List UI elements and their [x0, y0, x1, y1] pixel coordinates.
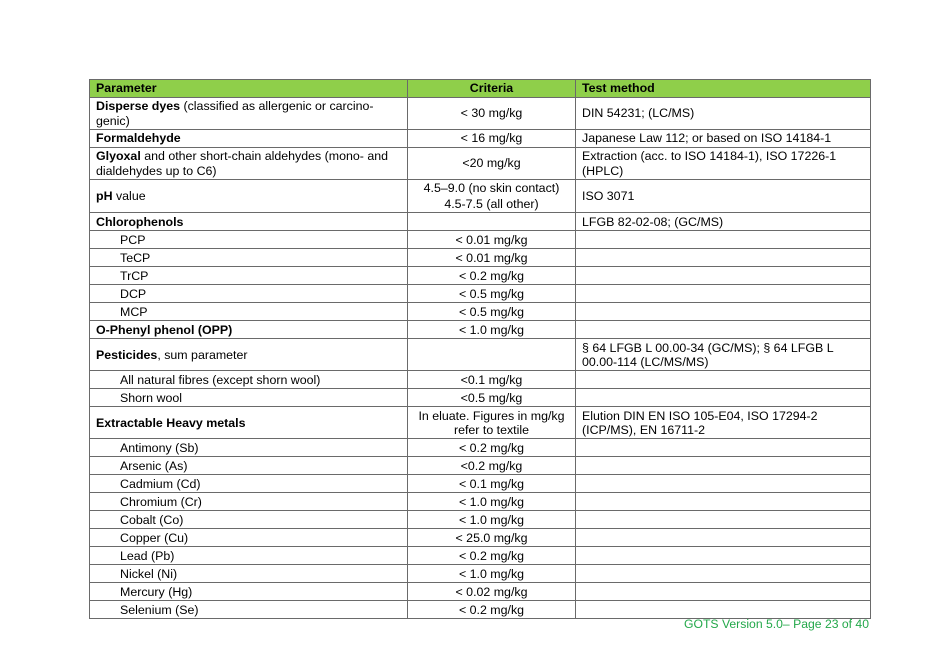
- table-row: [90, 249, 871, 267]
- parameter-name: Disperse dyes: [96, 99, 181, 114]
- parameter-cell: [90, 148, 408, 180]
- table-row: [90, 529, 871, 547]
- page-footer: GOTS Version 5.0– Page 23 of 40: [684, 617, 869, 631]
- parameter-name: Chlorophenols: [96, 214, 184, 229]
- criteria-value: <0.5 mg/kg: [460, 390, 523, 405]
- table-row: [90, 321, 871, 339]
- criteria-cell: [408, 371, 576, 389]
- criteria-cell: [408, 213, 576, 231]
- table-row: [90, 231, 871, 249]
- criteria-cell: [408, 511, 576, 529]
- test-method-cell: [576, 457, 871, 475]
- criteria-cell: [408, 475, 576, 493]
- table-row: [90, 148, 871, 180]
- parameter-cell: [90, 389, 408, 407]
- parameter-cell: [90, 285, 408, 303]
- test-method-cell: DIN 54231; (LC/MS): [576, 98, 871, 130]
- requirements-table: [89, 79, 871, 619]
- test-method-cell: [576, 547, 871, 565]
- parameter-name: pH: [96, 189, 113, 204]
- parameter-cell: [90, 511, 408, 529]
- parameter-detail: All natural fibres (except shorn wool): [120, 372, 321, 387]
- table-row: [90, 439, 871, 457]
- parameter-detail: TeCP: [120, 250, 151, 265]
- table-row: [90, 583, 871, 601]
- parameter-detail: DCP: [120, 286, 147, 301]
- table-row: [90, 475, 871, 493]
- criteria-cell: [408, 303, 576, 321]
- parameter-cell: [90, 339, 408, 371]
- criteria-cell: [408, 583, 576, 601]
- criteria-value: < 0.2 mg/kg: [458, 602, 525, 617]
- test-method-cell: § 64 LFGB L 00.00-34 (GC/MS); § 64 LFGB L 00.00-114 (LC/MS/MS): [576, 339, 871, 371]
- criteria-cell: [408, 407, 576, 439]
- parameter-name: O-Phenyl phenol (OPP): [96, 322, 233, 337]
- parameter-detail: TrCP: [120, 268, 149, 283]
- parameter-detail: Chromium (Cr): [120, 494, 202, 509]
- parameter-name: Formaldehyde: [96, 131, 181, 146]
- test-method-cell: [576, 371, 871, 389]
- test-method-cell: [576, 529, 871, 547]
- parameter-cell: [90, 439, 408, 457]
- criteria-cell: [408, 249, 576, 267]
- table-row: [90, 285, 871, 303]
- parameter-detail: Copper (Cu): [120, 530, 189, 545]
- parameter-cell: [90, 98, 408, 130]
- test-method-cell: Extraction (acc. to ISO 14184-1), ISO 17226-1 (HPLC): [576, 148, 871, 180]
- parameter-name: Extractable Heavy metals: [96, 415, 246, 430]
- parameter-detail: and other short-chain aldehydes (mono- and dialdehydes up to C6): [96, 149, 389, 178]
- test-method-cell: ISO 3071: [576, 180, 871, 213]
- test-method-cell: [576, 249, 871, 267]
- criteria-value: <20 mg/kg: [462, 156, 521, 171]
- parameter-cell: [90, 407, 408, 439]
- criteria-cell: [408, 601, 576, 619]
- test-method-cell: [576, 565, 871, 583]
- criteria-cell: [408, 389, 576, 407]
- parameter-cell: [90, 475, 408, 493]
- parameter-cell: [90, 583, 408, 601]
- criteria-cell: [408, 321, 576, 339]
- parameter-cell: [90, 249, 408, 267]
- parameter-cell: [90, 130, 408, 148]
- criteria-cell: [408, 547, 576, 565]
- criteria-cell: [408, 529, 576, 547]
- table-row: [90, 407, 871, 439]
- test-method-cell: [576, 583, 871, 601]
- criteria-value: < 0.5 mg/kg: [458, 304, 525, 319]
- table-row: [90, 493, 871, 511]
- criteria-value: < 0.02 mg/kg: [455, 584, 528, 599]
- criteria-value: < 30 mg/kg: [460, 106, 523, 121]
- criteria-cell: [408, 231, 576, 249]
- criteria-value: < 16 mg/kg: [460, 131, 523, 146]
- parameter-detail: value: [112, 189, 146, 204]
- header-test-method: Test method: [576, 80, 871, 98]
- parameter-detail: Mercury (Hg): [120, 584, 193, 599]
- test-method-cell: Elution DIN EN ISO 105-E04, ISO 17294-2 (ICP/MS), EN 16711-2: [576, 407, 871, 439]
- parameter-cell: [90, 321, 408, 339]
- table-row: [90, 303, 871, 321]
- table-row: [90, 565, 871, 583]
- parameter-name: Pesticides: [96, 347, 158, 362]
- criteria-value: < 0.1 mg/kg: [458, 476, 525, 491]
- criteria-cell: [408, 267, 576, 285]
- criteria-value-secondary: 4.5-7.5 (all other): [444, 197, 539, 212]
- test-method-cell: [576, 439, 871, 457]
- test-method-cell: [576, 475, 871, 493]
- criteria-value: <0.2 mg/kg: [460, 458, 523, 473]
- test-method-cell: [576, 321, 871, 339]
- test-method-cell: Japanese Law 112; or based on ISO 14184-1: [576, 130, 871, 148]
- criteria-value: < 0.01 mg/kg: [455, 232, 528, 247]
- header-criteria: Criteria: [408, 80, 576, 98]
- criteria-value: < 1.0 mg/kg: [458, 512, 525, 527]
- table-row: [90, 457, 871, 475]
- criteria-cell: [408, 493, 576, 511]
- parameter-cell: [90, 231, 408, 249]
- criteria-cell: [408, 339, 576, 371]
- table-row: [90, 389, 871, 407]
- parameter-cell: [90, 213, 408, 231]
- test-method-cell: [576, 285, 871, 303]
- test-method-cell: [576, 231, 871, 249]
- criteria-value: < 1.0 mg/kg: [458, 322, 525, 337]
- table-row: [90, 267, 871, 285]
- parameter-cell: [90, 180, 408, 213]
- parameter-detail: , sum parameter: [157, 347, 248, 362]
- parameter-detail: Cobalt (Co): [120, 512, 184, 527]
- parameter-detail: Cadmium (Cd): [120, 476, 201, 491]
- test-method-cell: [576, 303, 871, 321]
- criteria-value: < 1.0 mg/kg: [458, 566, 525, 581]
- parameter-name: Glyoxal: [96, 149, 141, 164]
- parameter-detail: Antimony (Sb): [120, 440, 199, 455]
- table-row: [90, 547, 871, 565]
- criteria-value: <0.1 mg/kg: [460, 372, 523, 387]
- criteria-cell: [408, 130, 576, 148]
- parameter-detail: Arsenic (As): [120, 458, 188, 473]
- parameter-detail: Selenium (Se): [120, 602, 199, 617]
- parameter-cell: [90, 457, 408, 475]
- parameter-detail: Nickel (Ni): [120, 566, 178, 581]
- parameter-cell: [90, 303, 408, 321]
- parameter-cell: [90, 601, 408, 619]
- table-header-row: [90, 80, 871, 98]
- criteria-value: 4.5–9.0 (no skin contact): [423, 181, 560, 195]
- criteria-cell: [408, 148, 576, 180]
- criteria-cell: [408, 180, 576, 213]
- test-method-cell: [576, 511, 871, 529]
- parameter-cell: [90, 493, 408, 511]
- test-method-cell: [576, 493, 871, 511]
- parameter-detail: (classified as allergenic or carcino-genic): [96, 99, 374, 128]
- criteria-value: < 0.2 mg/kg: [458, 548, 525, 563]
- parameter-detail: MCP: [120, 304, 148, 319]
- table-row: [90, 339, 871, 371]
- criteria-value: < 0.5 mg/kg: [458, 286, 525, 301]
- parameter-cell: [90, 565, 408, 583]
- criteria-cell: [408, 565, 576, 583]
- parameter-detail: Lead (Pb): [120, 548, 175, 563]
- criteria-cell: [408, 457, 576, 475]
- parameter-cell: [90, 371, 408, 389]
- criteria-value: < 0.2 mg/kg: [458, 268, 525, 283]
- criteria-cell: [408, 98, 576, 130]
- test-method-cell: [576, 389, 871, 407]
- table-row: [90, 130, 871, 148]
- table-row: [90, 371, 871, 389]
- table-row: [90, 511, 871, 529]
- table-row: [90, 213, 871, 231]
- parameter-detail: Shorn wool: [120, 390, 182, 405]
- criteria-value: < 25.0 mg/kg: [455, 530, 528, 545]
- test-method-cell: [576, 267, 871, 285]
- criteria-cell: [408, 285, 576, 303]
- table-row: [90, 180, 871, 213]
- parameter-cell: [90, 547, 408, 565]
- criteria-value: In eluate. Figures in mg/kg refer to textile: [418, 408, 565, 437]
- table-row: [90, 98, 871, 130]
- parameter-cell: [90, 529, 408, 547]
- parameter-detail: PCP: [120, 232, 146, 247]
- criteria-cell: [408, 439, 576, 457]
- header-parameter: Parameter: [90, 80, 408, 98]
- parameter-cell: [90, 267, 408, 285]
- criteria-value: < 0.2 mg/kg: [458, 440, 525, 455]
- criteria-value: < 1.0 mg/kg: [458, 494, 525, 509]
- table-body: [90, 98, 871, 619]
- test-method-cell: LFGB 82-02-08; (GC/MS): [576, 213, 871, 231]
- criteria-value: < 0.01 mg/kg: [455, 250, 528, 265]
